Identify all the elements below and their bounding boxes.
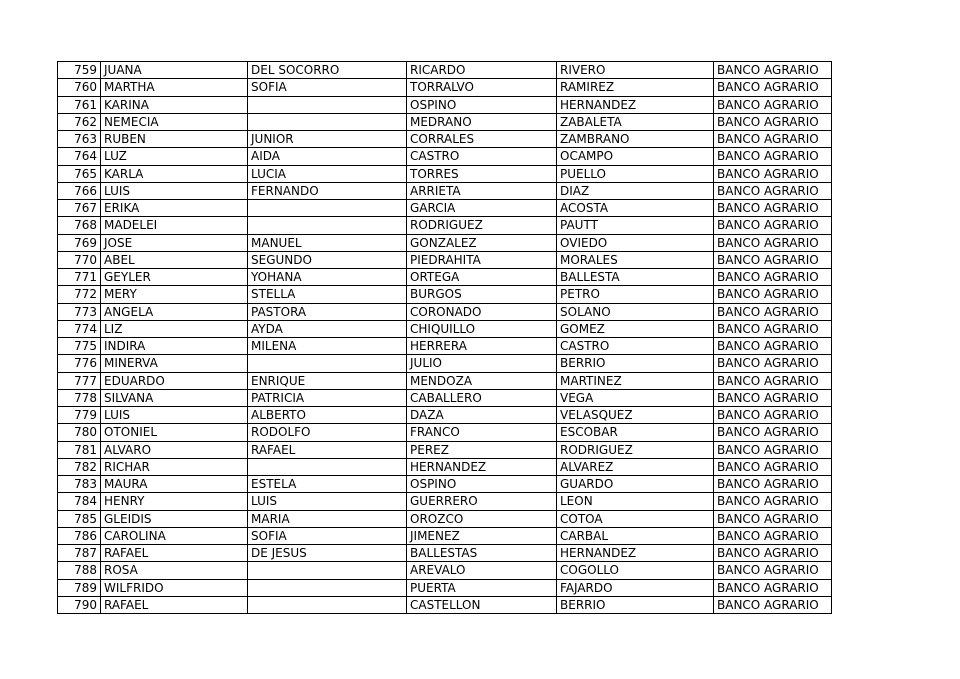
row-number-cell: 776 <box>58 355 101 372</box>
first-name-cell: MARTHA <box>101 79 248 96</box>
bank-cell: BANCO AGRARIO <box>714 596 832 613</box>
bank-cell: BANCO AGRARIO <box>714 493 832 510</box>
bank-cell: BANCO AGRARIO <box>714 131 832 148</box>
first-name-cell: JUANA <box>101 62 248 79</box>
row-number-cell: 775 <box>58 338 101 355</box>
row-number-cell: 781 <box>58 441 101 458</box>
bank-cell: BANCO AGRARIO <box>714 182 832 199</box>
bank-cell: BANCO AGRARIO <box>714 458 832 475</box>
row-number-cell: 773 <box>58 303 101 320</box>
row-number-cell: 759 <box>58 62 101 79</box>
second-name-cell: AIDA <box>248 148 407 165</box>
first-name-cell: EDUARDO <box>101 372 248 389</box>
bank-cell: BANCO AGRARIO <box>714 320 832 337</box>
second-name-cell: ENRIQUE <box>248 372 407 389</box>
row-number-cell: 764 <box>58 148 101 165</box>
first-surname-cell: CABALLERO <box>407 389 557 406</box>
row-number-cell: 779 <box>58 407 101 424</box>
bank-cell: BANCO AGRARIO <box>714 251 832 268</box>
bank-cell: BANCO AGRARIO <box>714 96 832 113</box>
table-row <box>58 200 832 217</box>
first-name-cell: RUBEN <box>101 131 248 148</box>
row-number-cell: 765 <box>58 165 101 182</box>
first-name-cell: RAFAEL <box>101 596 248 613</box>
first-surname-cell: MEDRANO <box>407 113 557 130</box>
second-surname-cell: MARTINEZ <box>557 372 714 389</box>
first-name-cell: RICHAR <box>101 458 248 475</box>
second-name-cell: PASTORA <box>248 303 407 320</box>
second-name-cell: DE JESUS <box>248 545 407 562</box>
table-row <box>58 79 832 96</box>
first-name-cell: ROSA <box>101 562 248 579</box>
table-row <box>58 493 832 510</box>
second-surname-cell: SOLANO <box>557 303 714 320</box>
second-name-cell <box>248 355 407 372</box>
table-row <box>58 545 832 562</box>
first-surname-cell: CORRALES <box>407 131 557 148</box>
bank-cell: BANCO AGRARIO <box>714 476 832 493</box>
first-name-cell: MINERVA <box>101 355 248 372</box>
second-surname-cell: OVIEDO <box>557 234 714 251</box>
row-number-cell: 772 <box>58 286 101 303</box>
table-row <box>58 286 832 303</box>
table-row <box>58 458 832 475</box>
first-surname-cell: OROZCO <box>407 510 557 527</box>
second-surname-cell: ALVAREZ <box>557 458 714 475</box>
first-surname-cell: TORRALVO <box>407 79 557 96</box>
bank-cell: BANCO AGRARIO <box>714 200 832 217</box>
second-surname-cell: GUARDO <box>557 476 714 493</box>
row-number-cell: 787 <box>58 545 101 562</box>
second-name-cell: DEL SOCORRO <box>248 62 407 79</box>
second-surname-cell: ACOSTA <box>557 200 714 217</box>
table-row <box>58 372 832 389</box>
first-surname-cell: ARRIETA <box>407 182 557 199</box>
second-name-cell: ESTELA <box>248 476 407 493</box>
table-row <box>58 407 832 424</box>
second-name-cell: SOFIA <box>248 527 407 544</box>
row-number-cell: 789 <box>58 579 101 596</box>
second-name-cell: SEGUNDO <box>248 251 407 268</box>
second-name-cell <box>248 596 407 613</box>
first-name-cell: ERIKA <box>101 200 248 217</box>
first-surname-cell: JULIO <box>407 355 557 372</box>
first-surname-cell: AREVALO <box>407 562 557 579</box>
second-surname-cell: BALLESTA <box>557 269 714 286</box>
bank-cell: BANCO AGRARIO <box>714 62 832 79</box>
second-name-cell: LUCIA <box>248 165 407 182</box>
second-surname-cell: FAJARDO <box>557 579 714 596</box>
second-name-cell: YOHANA <box>248 269 407 286</box>
second-surname-cell: PUELLO <box>557 165 714 182</box>
first-surname-cell: GARCIA <box>407 200 557 217</box>
bank-cell: BANCO AGRARIO <box>714 269 832 286</box>
first-name-cell: MADELEI <box>101 217 248 234</box>
table-row <box>58 234 832 251</box>
second-surname-cell: LEON <box>557 493 714 510</box>
second-surname-cell: RIVERO <box>557 62 714 79</box>
second-surname-cell: BERRIO <box>557 355 714 372</box>
first-name-cell: LUIS <box>101 407 248 424</box>
first-surname-cell: RICARDO <box>407 62 557 79</box>
table-row <box>58 355 832 372</box>
bank-cell: BANCO AGRARIO <box>714 79 832 96</box>
first-surname-cell: FRANCO <box>407 424 557 441</box>
table-row <box>58 62 832 79</box>
row-number-cell: 766 <box>58 182 101 199</box>
first-name-cell: CAROLINA <box>101 527 248 544</box>
second-surname-cell: HERNANDEZ <box>557 545 714 562</box>
row-number-cell: 788 <box>58 562 101 579</box>
second-surname-cell: ZAMBRANO <box>557 131 714 148</box>
bank-cell: BANCO AGRARIO <box>714 441 832 458</box>
bank-cell: BANCO AGRARIO <box>714 389 832 406</box>
row-number-cell: 761 <box>58 96 101 113</box>
first-surname-cell: CASTRO <box>407 148 557 165</box>
bank-cell: BANCO AGRARIO <box>714 510 832 527</box>
table-row <box>58 96 832 113</box>
bank-cell: BANCO AGRARIO <box>714 165 832 182</box>
first-name-cell: KARLA <box>101 165 248 182</box>
second-name-cell: ALBERTO <box>248 407 407 424</box>
first-name-cell: INDIRA <box>101 338 248 355</box>
first-surname-cell: PUERTA <box>407 579 557 596</box>
beneficiary-table <box>57 61 832 614</box>
table-row <box>58 165 832 182</box>
first-name-cell: GLEIDIS <box>101 510 248 527</box>
first-name-cell: JOSE <box>101 234 248 251</box>
bank-cell: BANCO AGRARIO <box>714 424 832 441</box>
table-row <box>58 217 832 234</box>
table-row <box>58 182 832 199</box>
second-name-cell <box>248 96 407 113</box>
first-surname-cell: CORONADO <box>407 303 557 320</box>
table-row <box>58 441 832 458</box>
first-surname-cell: RODRIGUEZ <box>407 217 557 234</box>
table-row <box>58 510 832 527</box>
first-name-cell: RAFAEL <box>101 545 248 562</box>
row-number-cell: 760 <box>58 79 101 96</box>
first-name-cell: OTONIEL <box>101 424 248 441</box>
table-row <box>58 579 832 596</box>
table-row <box>58 148 832 165</box>
first-surname-cell: HERRERA <box>407 338 557 355</box>
second-name-cell <box>248 458 407 475</box>
row-number-cell: 790 <box>58 596 101 613</box>
first-name-cell: LIZ <box>101 320 248 337</box>
bank-cell: BANCO AGRARIO <box>714 579 832 596</box>
second-surname-cell: RAMIREZ <box>557 79 714 96</box>
table-row <box>58 476 832 493</box>
second-surname-cell: PAUTT <box>557 217 714 234</box>
table-row <box>58 389 832 406</box>
first-surname-cell: TORRES <box>407 165 557 182</box>
first-name-cell: MAURA <box>101 476 248 493</box>
table-body <box>58 62 832 614</box>
table-row <box>58 269 832 286</box>
bank-cell: BANCO AGRARIO <box>714 562 832 579</box>
first-surname-cell: CASTELLON <box>407 596 557 613</box>
first-name-cell: WILFRIDO <box>101 579 248 596</box>
first-name-cell: GEYLER <box>101 269 248 286</box>
first-name-cell: NEMECIA <box>101 113 248 130</box>
first-name-cell: MERY <box>101 286 248 303</box>
second-name-cell: PATRICIA <box>248 389 407 406</box>
bank-cell: BANCO AGRARIO <box>714 355 832 372</box>
bank-cell: BANCO AGRARIO <box>714 527 832 544</box>
second-surname-cell: DIAZ <box>557 182 714 199</box>
second-surname-cell: GOMEZ <box>557 320 714 337</box>
first-surname-cell: BALLESTAS <box>407 545 557 562</box>
first-surname-cell: DAZA <box>407 407 557 424</box>
second-name-cell <box>248 562 407 579</box>
first-name-cell: HENRY <box>101 493 248 510</box>
row-number-cell: 767 <box>58 200 101 217</box>
second-name-cell: STELLA <box>248 286 407 303</box>
bank-cell: BANCO AGRARIO <box>714 234 832 251</box>
table-row <box>58 424 832 441</box>
bank-cell: BANCO AGRARIO <box>714 113 832 130</box>
row-number-cell: 768 <box>58 217 101 234</box>
second-surname-cell: VEGA <box>557 389 714 406</box>
table-row <box>58 562 832 579</box>
row-number-cell: 771 <box>58 269 101 286</box>
second-surname-cell: COTOA <box>557 510 714 527</box>
second-name-cell <box>248 200 407 217</box>
bank-cell: BANCO AGRARIO <box>714 148 832 165</box>
row-number-cell: 784 <box>58 493 101 510</box>
second-name-cell: LUIS <box>248 493 407 510</box>
second-surname-cell: VELASQUEZ <box>557 407 714 424</box>
row-number-cell: 783 <box>58 476 101 493</box>
first-name-cell: SILVANA <box>101 389 248 406</box>
first-name-cell: ALVARO <box>101 441 248 458</box>
second-surname-cell: COGOLLO <box>557 562 714 579</box>
table-row <box>58 596 832 613</box>
first-surname-cell: BURGOS <box>407 286 557 303</box>
bank-cell: BANCO AGRARIO <box>714 286 832 303</box>
second-surname-cell: RODRIGUEZ <box>557 441 714 458</box>
row-number-cell: 785 <box>58 510 101 527</box>
second-surname-cell: HERNANDEZ <box>557 96 714 113</box>
first-surname-cell: MENDOZA <box>407 372 557 389</box>
second-name-cell: SOFIA <box>248 79 407 96</box>
bank-cell: BANCO AGRARIO <box>714 545 832 562</box>
row-number-cell: 763 <box>58 131 101 148</box>
first-name-cell: ANGELA <box>101 303 248 320</box>
second-name-cell: RAFAEL <box>248 441 407 458</box>
first-surname-cell: GUERRERO <box>407 493 557 510</box>
table-row <box>58 251 832 268</box>
row-number-cell: 778 <box>58 389 101 406</box>
bank-cell: BANCO AGRARIO <box>714 372 832 389</box>
first-surname-cell: CHIQUILLO <box>407 320 557 337</box>
second-surname-cell: OCAMPO <box>557 148 714 165</box>
first-surname-cell: GONZALEZ <box>407 234 557 251</box>
row-number-cell: 774 <box>58 320 101 337</box>
second-name-cell: AYDA <box>248 320 407 337</box>
second-surname-cell: MORALES <box>557 251 714 268</box>
second-name-cell: MANUEL <box>248 234 407 251</box>
bank-cell: BANCO AGRARIO <box>714 217 832 234</box>
second-surname-cell: ESCOBAR <box>557 424 714 441</box>
first-name-cell: KARINA <box>101 96 248 113</box>
row-number-cell: 786 <box>58 527 101 544</box>
table-row <box>58 320 832 337</box>
row-number-cell: 769 <box>58 234 101 251</box>
first-surname-cell: PEREZ <box>407 441 557 458</box>
first-surname-cell: HERNANDEZ <box>407 458 557 475</box>
second-surname-cell: PETRO <box>557 286 714 303</box>
first-name-cell: LUIS <box>101 182 248 199</box>
second-name-cell <box>248 579 407 596</box>
first-surname-cell: OSPINO <box>407 476 557 493</box>
second-surname-cell: ZABALETA <box>557 113 714 130</box>
second-name-cell: FERNANDO <box>248 182 407 199</box>
second-surname-cell: CASTRO <box>557 338 714 355</box>
first-name-cell: ABEL <box>101 251 248 268</box>
second-name-cell: JUNIOR <box>248 131 407 148</box>
bank-cell: BANCO AGRARIO <box>714 303 832 320</box>
table-row <box>58 338 832 355</box>
first-surname-cell: PIEDRAHITA <box>407 251 557 268</box>
second-surname-cell: CARBAL <box>557 527 714 544</box>
second-name-cell <box>248 217 407 234</box>
table-row <box>58 113 832 130</box>
table-row <box>58 303 832 320</box>
second-name-cell: MILENA <box>248 338 407 355</box>
second-name-cell: MARIA <box>248 510 407 527</box>
row-number-cell: 770 <box>58 251 101 268</box>
second-name-cell <box>248 113 407 130</box>
first-surname-cell: ORTEGA <box>407 269 557 286</box>
second-name-cell: RODOLFO <box>248 424 407 441</box>
first-name-cell: LUZ <box>101 148 248 165</box>
row-number-cell: 762 <box>58 113 101 130</box>
bank-cell: BANCO AGRARIO <box>714 338 832 355</box>
first-surname-cell: OSPINO <box>407 96 557 113</box>
row-number-cell: 780 <box>58 424 101 441</box>
bank-cell: BANCO AGRARIO <box>714 407 832 424</box>
row-number-cell: 777 <box>58 372 101 389</box>
table-row <box>58 131 832 148</box>
row-number-cell: 782 <box>58 458 101 475</box>
first-surname-cell: JIMENEZ <box>407 527 557 544</box>
table-row <box>58 527 832 544</box>
second-surname-cell: BERRIO <box>557 596 714 613</box>
